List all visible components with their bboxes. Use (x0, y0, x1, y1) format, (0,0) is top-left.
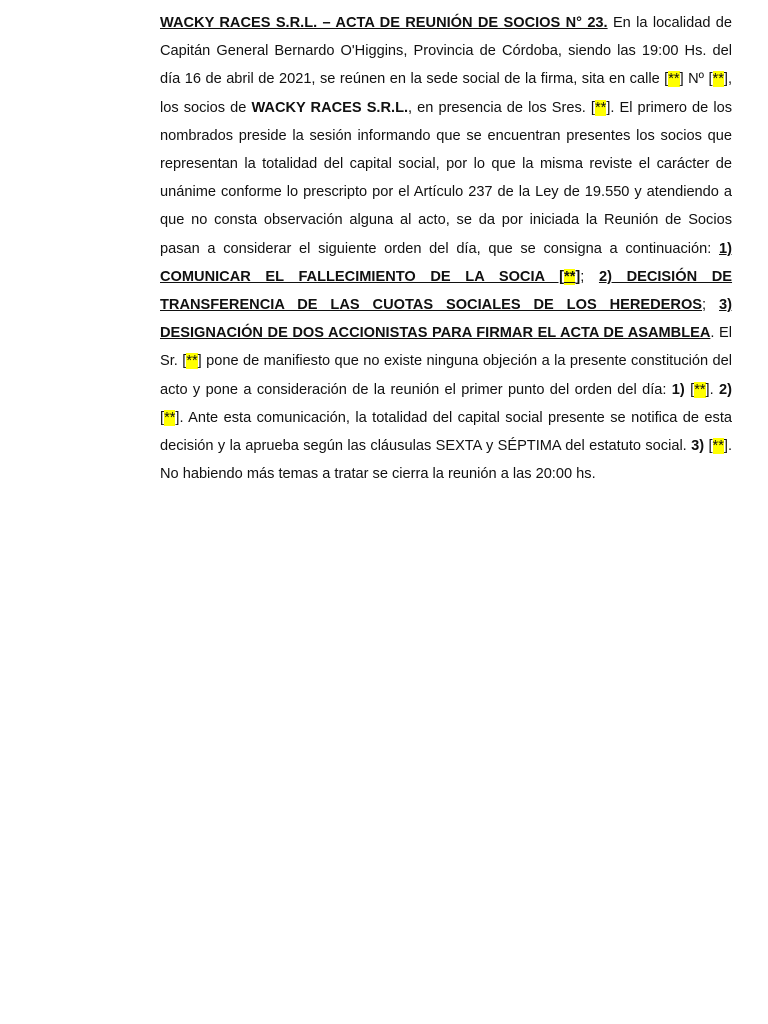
placeholder-highlight: ** (186, 353, 198, 370)
document-heading: WACKY RACES S.R.L. – ACTA DE REUNIÓN DE SOCIOS N° 23. (160, 15, 608, 31)
agenda-item-2: 2) DECISIÓN DE TRANSFERENCIA DE LAS CUOTAS SOCIALES DE LOS HEREDEROS (160, 268, 733, 314)
placeholder-highlight: ** (712, 438, 724, 455)
body-text: . El Sr. [ (160, 325, 732, 370)
body-text: ]. Ante esta comunicación, la totalidad del capital social presente se notifica de esta decisión y la aprueba según las cláusulas SEXTA y SÉPTIMA del estatuto social. (160, 409, 732, 455)
body-text: ]. No habiendo más temas a tratar se cierra la reunión a las 20:00 hs. (160, 438, 733, 483)
separator: ; (702, 297, 720, 314)
point-number-3: 3) (691, 438, 705, 455)
body-text: En la localidad de Capitán General Bernardo O'Higgins, Provincia de Córdoba, siendo las 19:00 Hs. del día 16 de abril de 2021, se reúnen en la sede social de la firma, sita en calle [ (160, 15, 732, 88)
point-number-1: 1) (671, 381, 685, 398)
body-text: , en presencia de los Sres. [ (408, 99, 595, 116)
agenda-item-1-close: ] (575, 268, 581, 285)
body-text: ] Nº [ (679, 71, 713, 88)
placeholder-highlight: ** (164, 409, 176, 426)
body-text: [ (160, 409, 165, 426)
body-text: [ (704, 438, 713, 455)
placeholder-highlight: ** (712, 71, 724, 88)
placeholder-highlight: ** (694, 381, 706, 398)
separator: ; (580, 268, 599, 285)
body-text: ], los socios de (160, 71, 733, 116)
company-name: WACKY RACES S.R.L. (251, 99, 409, 116)
body-text: ]. (705, 381, 720, 398)
agenda-item-1-text: 1) COMUNICAR EL FALLECIMIENTO DE LA SOCIA [ (160, 240, 732, 285)
meeting-minutes-paragraph (160, 9, 732, 488)
body-text: ] pone de manifiesto que no existe ninguna objeción a la presente constitución del acto y pone a consideración de la reunión el primer punto del orden del día: (160, 353, 733, 398)
placeholder-highlight: ** (594, 99, 607, 116)
placeholder-highlight: ** (668, 71, 680, 88)
placeholder-highlight: ** (564, 268, 576, 285)
agenda-item-3: 3) DESIGNACIÓN DE DOS ACCIONISTAS PARA FIRMAR EL ACTA DE ASAMBLEA (160, 297, 733, 342)
body-text: [ (684, 381, 695, 398)
point-number-2: 2) (719, 381, 732, 398)
body-text: ]. El primero de los nombrados preside la sesión informando que se encuentran presentes los socios que representan la totalidad del capital social, por lo que la misma reviste el carácter de unánime conforme lo prescripto por el Artículo 237 de la Ley de 19.550 y atendiendo a que no consta observación alguna al acto, se da por iniciada la Reunión de Socios pasan a considerar el siguiente orden del día, que se consigna a continuación: (160, 99, 732, 257)
